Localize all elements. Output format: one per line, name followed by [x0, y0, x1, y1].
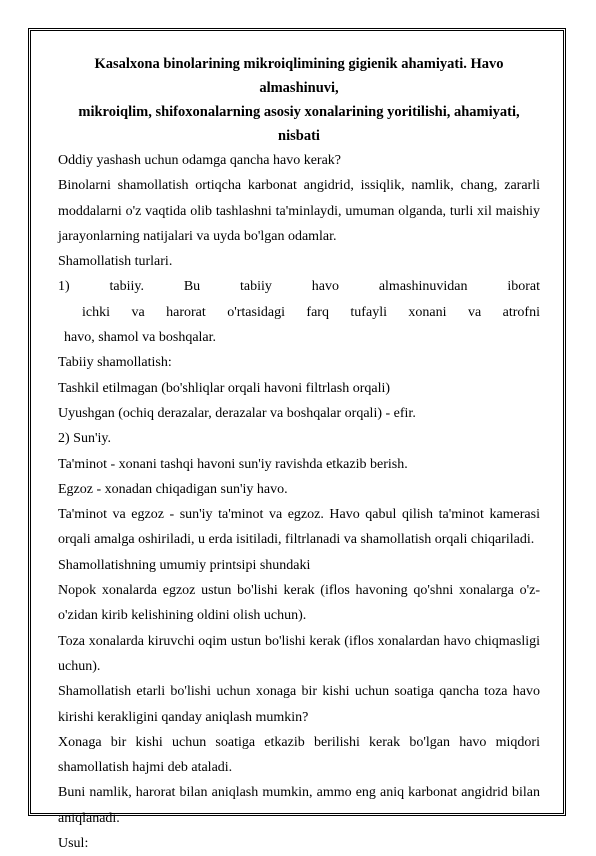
list-word: tabiiy	[240, 279, 272, 295]
paragraph: Toza xonalarda kiruvchi oqim ustun bo'lishi kerak (iflos xonalardan havo chiqmasligi uchun).	[58, 633, 540, 674]
paragraph: Xonaga bir kishi uchun soatiga etkazib berilishi kerak bo'lgan havo miqdori shamollatish hajmi deb ataladi.	[58, 734, 540, 776]
list-word: havo	[311, 279, 339, 295]
title-line-2: mikroiqlim, shifoxonalarning asosiy xonalarining yoritilishi, ahamiyati, nisbati	[78, 104, 520, 144]
list-item-1-line-3: havo, shamol va boshqalar.	[64, 330, 217, 346]
list-word: atrofni	[502, 304, 540, 320]
paragraph: Tabiiy shamollatish:	[58, 355, 172, 371]
list-word: ichki	[82, 304, 110, 320]
list-word: va	[467, 304, 482, 320]
paragraph: Uyushgan (ochiq derazalar, derazalar va boshqalar orqali) - efir.	[58, 405, 416, 421]
list-item-1-line-1	[58, 274, 540, 299]
paragraph: Egzoz - xonadan chiqadigan sun'iy havo.	[58, 481, 288, 497]
paragraph: Ta'minot - xonani tashqi havoni sun'iy ravishda etkazib berish.	[58, 456, 408, 472]
paragraph: 2) Sun'iy.	[58, 431, 111, 447]
document-title	[58, 52, 540, 148]
paragraph: Oddiy yashash uchun odamga qancha havo kerak?	[58, 153, 342, 168]
paragraph: Shamollatish etarli bo'lishi uchun xonaga bir kishi uchun soatiga qancha toza havo kirishi kerakligini qanday aniqlash mumkin?	[58, 684, 540, 725]
list-word: xonani	[408, 304, 447, 320]
paragraph: Ta'minot va egzoz - sun'iy ta'minot va egzoz. Havo qabul qilish ta'minot kamerasi orqali amalga oshiriladi, u erda isitiladi, filtrlanadi va shamollatish orqali chiqariladi.	[58, 507, 540, 548]
list-word: tabiiy.	[109, 279, 144, 295]
list-word: iborat	[507, 279, 540, 295]
paragraph: Binolarni shamollatish ortiqcha karbonat angidrid, issiqlik, namlik, chang, zararli moddalarni o'z vaqtida olib tashlashni ta'minlaydi, umuman olganda, turli xil maishiy jarayonlarning natijalari va uyda bo'lgan odamlar.	[58, 178, 540, 244]
paragraph: Shamollatishning umumiy printsipi shundaki	[58, 557, 311, 573]
list-word: o'rtasidagi	[227, 304, 285, 320]
document-body	[58, 52, 540, 856]
list-word: tufayli	[350, 304, 387, 320]
paragraph: Usul:	[58, 836, 89, 852]
paragraph: Tashkil etilmagan (bo'shliqlar orqali havoni filtrlash orqali)	[58, 380, 391, 396]
list-word: farq	[306, 304, 329, 320]
list-word: Bu	[183, 279, 201, 295]
paragraph: Shamollatish turlari.	[58, 254, 173, 270]
list-word: va	[131, 304, 145, 320]
list-word: almashinuvidan	[378, 279, 468, 295]
paragraph: Buni namlik, harorat bilan aniqlash mumkin, ammo eng aniq karbonat angidrid bilan aniqlanadi.	[58, 785, 540, 826]
title-line-1: Kasalxona binolarining mikroiqlimining gigienik ahamiyati. Havo almashinuvi,	[94, 56, 504, 96]
paragraph: Nopok xonalarda egzoz ustun bo'lishi kerak (iflos havoning qo'shni xonalarga o'z-o'zidan kirib kelishining oldini olish uchun).	[58, 583, 540, 624]
list-item-1-line-2	[58, 300, 540, 325]
list-word: harorat	[166, 304, 206, 320]
list-word: 1)	[58, 279, 70, 295]
